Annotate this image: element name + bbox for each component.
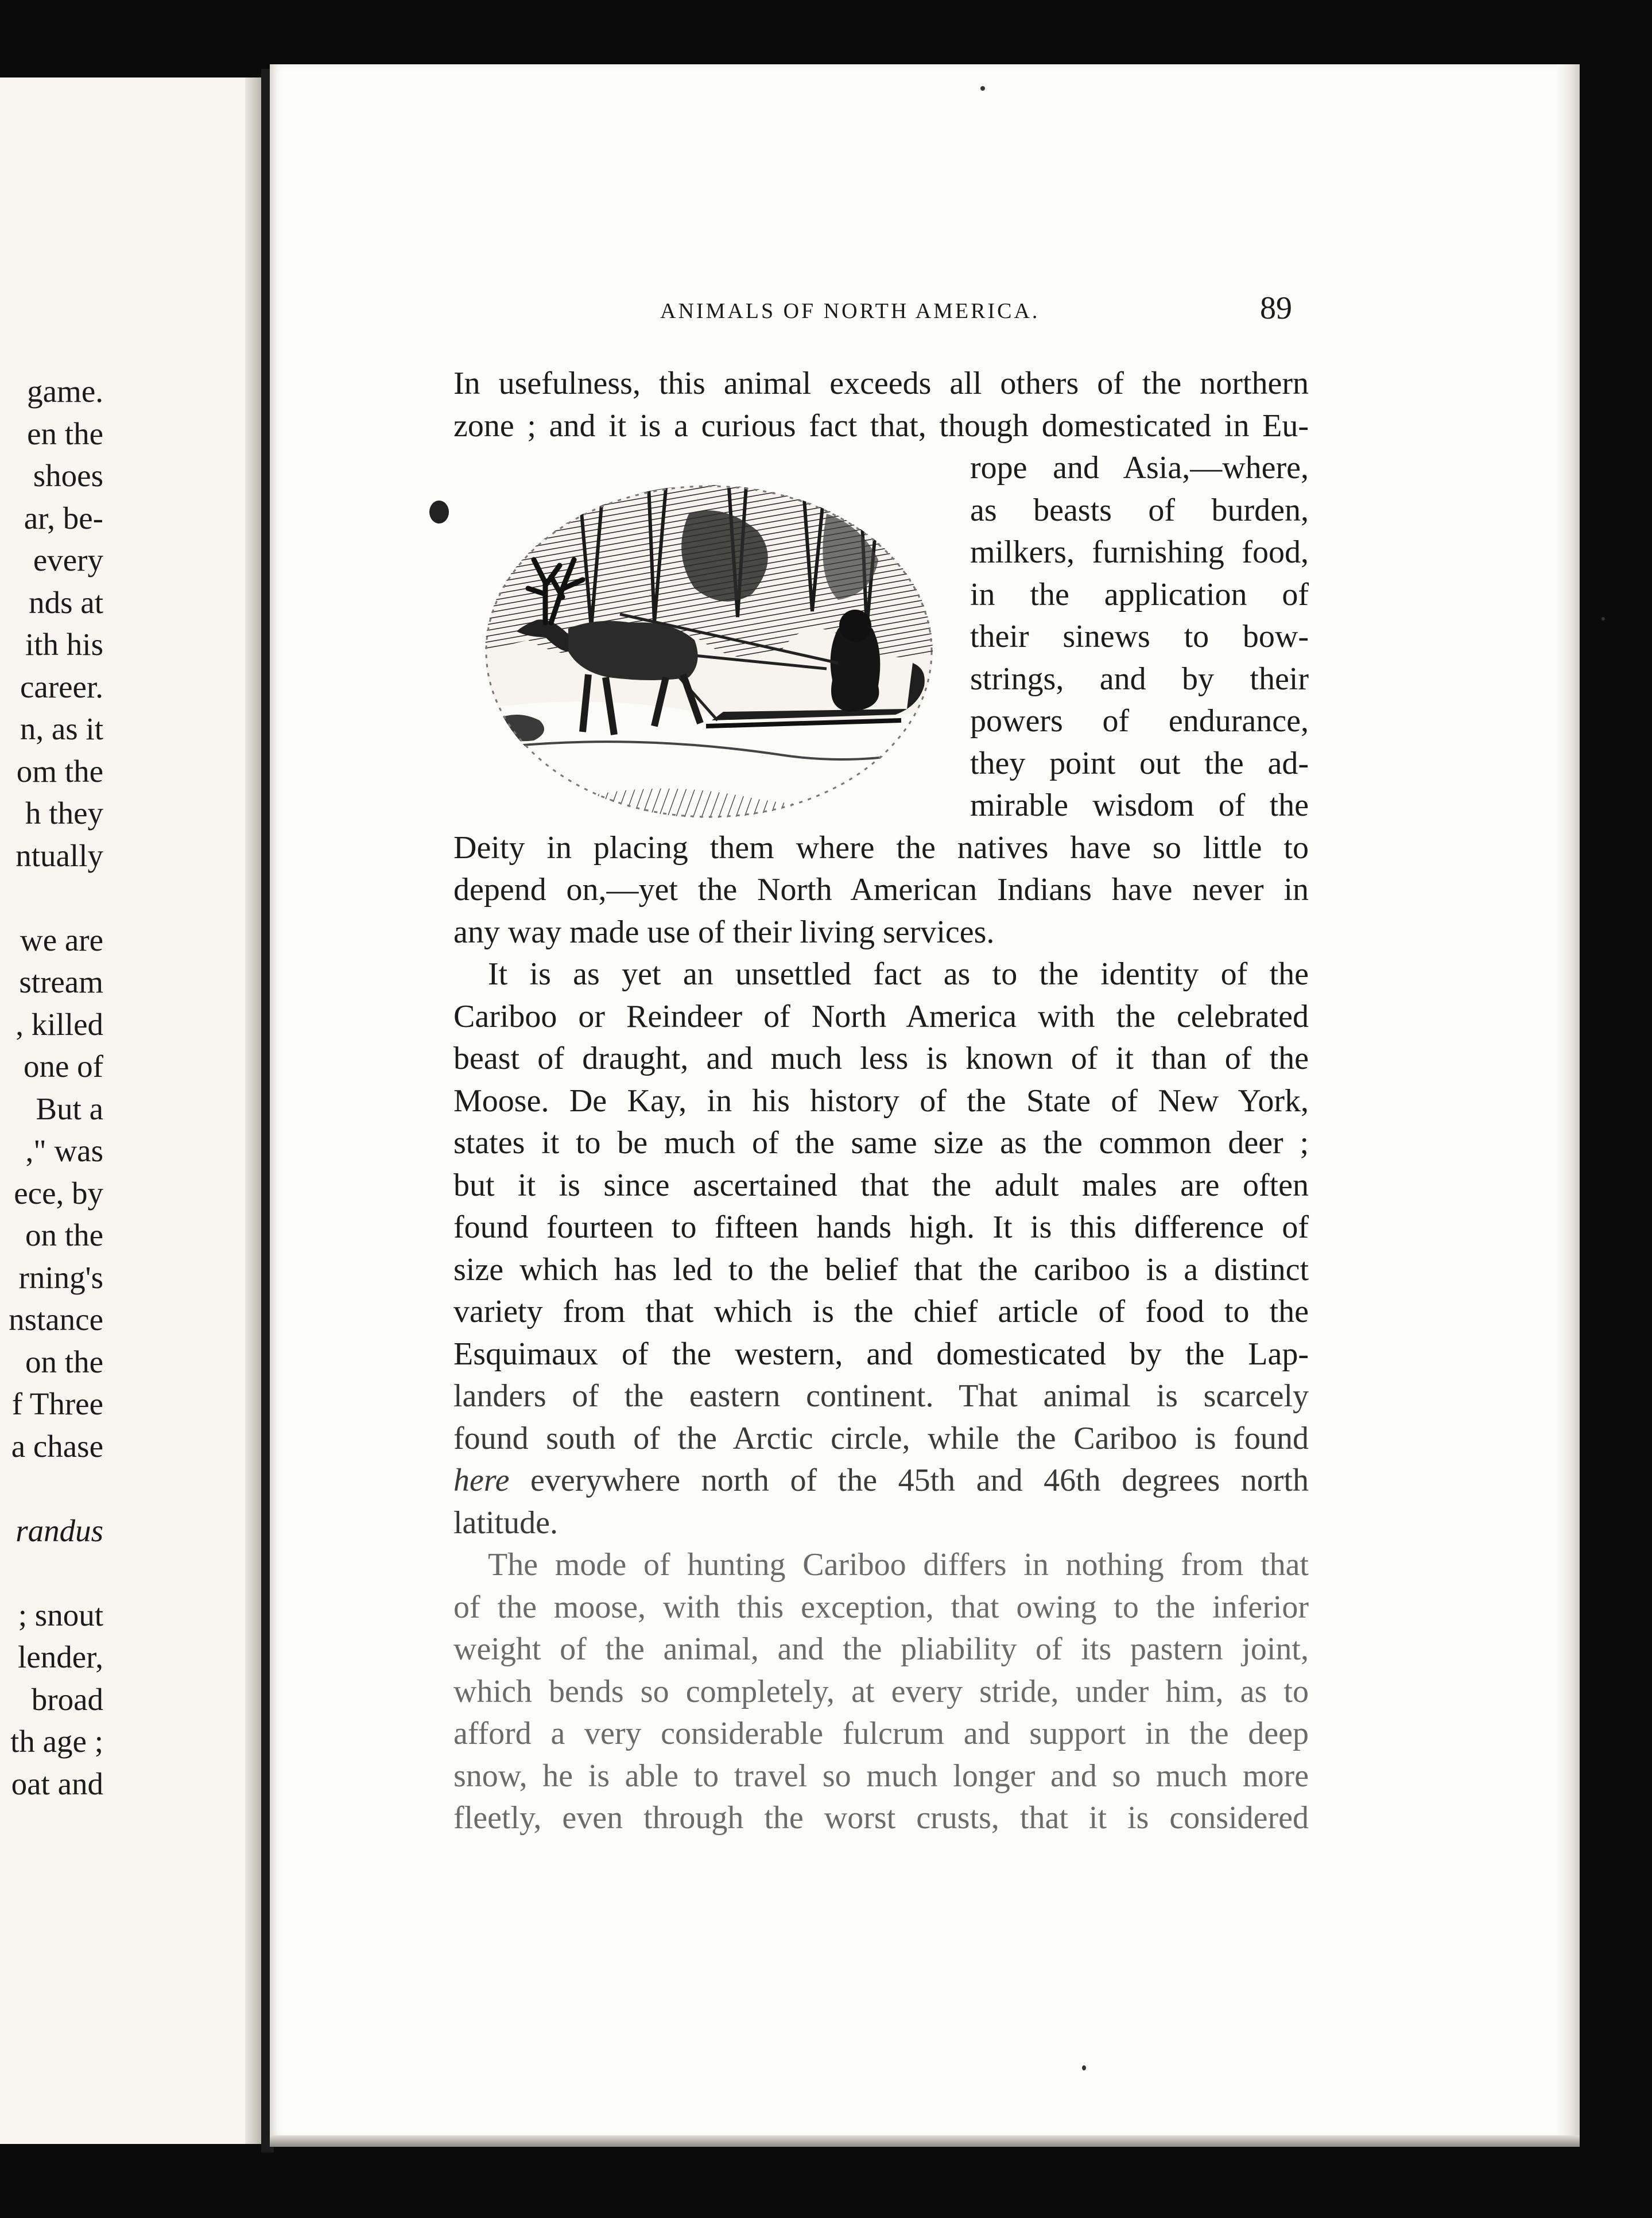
left-text-line	[0, 1552, 103, 1594]
text-line: mirable wisdom of the	[970, 788, 1309, 823]
text-line: strings, and by their	[970, 661, 1309, 697]
left-text-line: on the	[25, 1344, 103, 1379]
left-text-line: ar, be-	[24, 500, 103, 536]
text-line: afford a very considerable fulcrum and support in the deep	[453, 1716, 1309, 1751]
running-head: ANIMALS OF NORTH AMERICA.	[660, 299, 1040, 323]
italic-word: here	[453, 1463, 510, 1498]
left-text-line: game.	[27, 374, 103, 409]
left-text-line: a chase	[11, 1428, 103, 1464]
text-line: zone ; and it is a curious fact that, though domesticated in Eu-	[453, 408, 1309, 444]
left-text-line: shoes	[33, 458, 103, 493]
left-text-line: ece, by	[14, 1175, 103, 1211]
text-line: beast of draught, and much less is known of it than of the	[453, 1041, 1309, 1076]
text-line: It is as yet an unsettled fact as to the identity of the	[488, 956, 1309, 992]
speck	[1082, 2065, 1086, 2070]
text-line: fleetly, even through the worst crusts, that it is considered	[453, 1800, 1309, 1836]
text-line: Cariboo or Reindeer of North America with the celebrated	[453, 998, 1309, 1034]
text-line: any way made use of their living services.	[453, 914, 995, 950]
left-text-line: , killed	[15, 1006, 103, 1042]
text-line: their sinews to bow-	[970, 619, 1309, 654]
text-line: which bends so completely, at every stride, under him, as to	[453, 1673, 1309, 1709]
left-text-line: en the	[27, 416, 103, 451]
left-page-text	[0, 370, 103, 1805]
left-text-line: ," was	[25, 1133, 103, 1168]
text-line: of the moose, with this exception, that owing to the inferior	[453, 1589, 1309, 1625]
left-text-line: rning's	[18, 1259, 103, 1295]
text-line: depend on,—yet the North American Indians have never in	[453, 872, 1309, 908]
page-fore-edge	[1557, 64, 1580, 2138]
text-line: variety from that which is the chief article of food to the	[453, 1294, 1309, 1329]
text-line: states it to be much of the same size as the common deer ;	[453, 1125, 1309, 1161]
left-text-line: ntually	[15, 837, 103, 873]
text-line: found south of the Arctic circle, while the Cariboo is found	[453, 1420, 1309, 1456]
left-text-line: lender,	[18, 1639, 103, 1674]
text-line: weight of the animal, and the pliability of its pastern joint,	[453, 1631, 1309, 1667]
left-text-line: on the	[25, 1217, 103, 1253]
left-text-line: oat and	[11, 1766, 103, 1801]
text-line: rope and Asia,—where,	[970, 450, 1309, 486]
speck	[1601, 617, 1605, 621]
text-line: but it is since ascertained that the adult males are often	[453, 1167, 1309, 1203]
text-line: powers of endurance,	[970, 703, 1309, 739]
text-line: The mode of hunting Cariboo differs in nothing from that	[488, 1547, 1309, 1583]
left-text-line: f Three	[11, 1386, 103, 1421]
left-text-line: nstance	[9, 1302, 103, 1337]
left-text-line: ith his	[25, 627, 103, 662]
text-line	[453, 1460, 1309, 1502]
text-line: landers of the eastern continent. That animal is scarcely	[453, 1378, 1309, 1414]
page-bottom-edge	[270, 2135, 1580, 2147]
speck	[980, 86, 985, 91]
left-text-line: nds at	[29, 584, 103, 620]
text-line-rest: everywhere north of the 45th and 46th degrees north	[509, 1463, 1309, 1498]
page-number: 89	[1260, 290, 1292, 326]
text-line: size which has led to the belief that the cariboo is a distinct	[453, 1251, 1309, 1288]
left-text-line: n, as it	[20, 711, 103, 746]
left-text-line	[0, 1467, 103, 1510]
left-text-line: om the	[16, 753, 103, 789]
left-text-line: we are	[20, 922, 103, 957]
text-line: found fourteen to fifteen hands high. It is this difference of	[453, 1209, 1309, 1245]
left-text-line: But a	[36, 1091, 103, 1126]
left-text-line: broad	[31, 1681, 103, 1717]
text-line: they point out the ad-	[970, 745, 1309, 781]
gutter-shadow	[245, 77, 261, 2144]
left-page-fragment	[0, 77, 261, 2144]
left-text-line	[0, 877, 103, 919]
left-text-line: one of	[24, 1049, 103, 1084]
text-line: in the application of	[970, 576, 1309, 612]
text-line: Deity in placing them where the natives have so little to	[453, 829, 1309, 866]
left-text-line: every	[33, 542, 103, 577]
text-line: snow, he is able to travel so much longer and so much more	[453, 1758, 1309, 1794]
left-text-line: career.	[20, 669, 103, 704]
text-line: In usefulness, this animal exceeds all others of the northern	[453, 366, 1309, 401]
left-text-line: ; snout	[18, 1597, 103, 1633]
text-line: Moose. De Kay, in his history of the State of New York,	[453, 1083, 1309, 1119]
left-text-line: stream	[19, 964, 103, 999]
left-text-line: th age ;	[10, 1724, 103, 1759]
text-line: latitude.	[453, 1504, 558, 1541]
left-italic-word: randus	[15, 1513, 103, 1548]
text-line: as beasts of burden,	[970, 492, 1309, 528]
left-text-line	[0, 1510, 103, 1552]
left-text-line: h they	[25, 796, 103, 831]
text-line: Esquimaux of the western, and domesticated by the Lap-	[453, 1336, 1309, 1372]
body-text	[453, 363, 1309, 1840]
text-line: milkers, furnishing food,	[970, 534, 1309, 570]
ink-blot	[429, 501, 449, 524]
